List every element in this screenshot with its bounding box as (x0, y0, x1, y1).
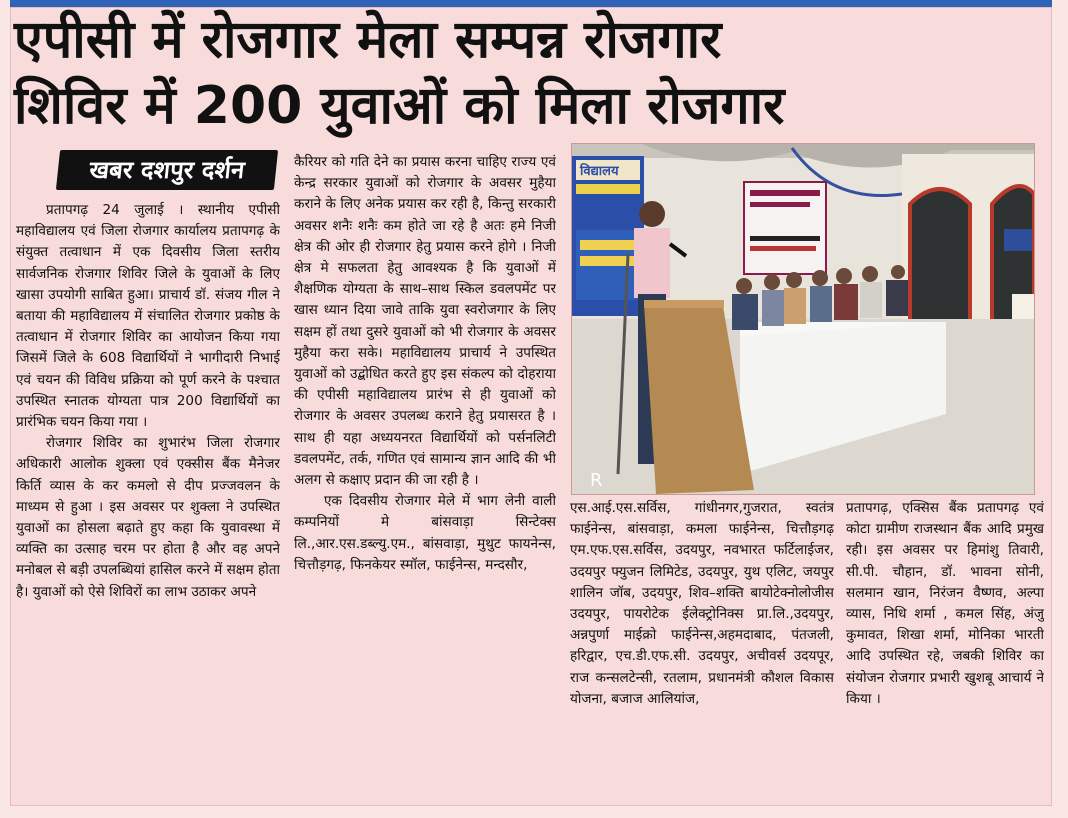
paragraph: एस.आई.एस.सर्विस, गांधीनगर,गुजरात, स्वतंत्र फाईनेन्स, बांसवाड़ा, कमला फाईनेन्स, चित्तौड़गढ़ एम.एफ.एस.सर्विस, उदयपुर, नवभारत फर्टिलाईजर, उदयपुर फ्युजन लिमिटेड, उदयपुर, युथ एलिट, जयपुर शालिन जॉब, उदयपुर, शिव–शक्ति बायोटेक्नोलोजीस उदयपुर, पायरोटेक ईलेक्ट्रोनिक्स प्रा.लि.,उदयपुर, अन्नपुर्णा माईक्रो फाईनेन्स,अहमदाबाद, पंतजली, हरिद्वार, एच.डी.एफ.सी. उदयपुर, अचीवर्स उदयपूर, राज कन्सलटेन्सी, रतलाम, प्रधानमंत्री कौशल विकास योजना, बजाज आलियांज, (570, 500, 834, 707)
newspaper-logo: खबर दशपुर दर्शन (56, 150, 278, 190)
top-border-bar (10, 0, 1052, 7)
headline-line-1: एपीसी में रोजगार मेला सम्पन्न रोजगार (14, 10, 722, 70)
article-column-2 (294, 152, 556, 796)
photo-watermark: R (590, 470, 603, 491)
article-column-1 (16, 200, 280, 796)
article-column-3 (570, 498, 834, 796)
headline-line-2: शिविर में 200 युवाओं को मिला रोजगार (14, 76, 785, 136)
banner-text: विद्यालय (580, 164, 619, 179)
event-photo (571, 143, 1035, 495)
paragraph: एक दिवसीय रोजगार मेले में भाग लेनी वाली कम्पनियों मे बांसवाड़ा सिन्टेक्स लि.,आर.एस.डब्ल्यु.एम., बांसवाड़ा, मुथुट फायनेन्स, चित्तौड़गढ़, फिनकेयर स्मॉल, फाईनेन्स, मन्दसौर, (294, 493, 556, 573)
paragraph: रोजगार शिविर का शुभारंभ जिला रोजगार अधिकारी आलोक शुक्ला एवं एक्सीस बैंक मैनेजर किर्ति व्यास के कर कमलो से दीप प्रज्जवलन के माध्यम से हुआ । इस अवसर पर शुक्ला ने उपस्थित युवाओं का होसला बढ़ाते हुए कहा कि युवावस्था में व्यक्ति का उत्साह चरम पर होता है और वह अपने मनोबल से बड़ी उपलब्धियां हासिल करने में सक्षम होता है। युवाओं को ऐसे शिविरों का लाभ उठाकर अपने (16, 435, 280, 600)
paragraph: प्रतापगढ़, एक्सिस बैंक प्रतापगढ़ एवं कोटा ग्रामीण राजस्थान बैंक आदि प्रमुख रही। इस अवसर पर हिमांशु तिवारी, सी.पी. चौहान, डॉ. भावना सोनी, सलमान खान, निरंजन वैष्णव, अल्पा व्यास, निधि शर्मा , कमल सिंह, अंजु कुमावत, शिखा शर्मा, मोनिका भारती आदि उपस्थित रहे, जबकी शिविर का संयोजन रोजगार प्रभारी खुशबू आचार्य ने किया । (846, 500, 1044, 707)
paragraph: प्रतापगढ़ 24 जुलाई । स्थानीय एपीसी महाविद्यालय एवं जिला रोजगार कार्यालय प्रतापगढ़ के संयुक्त तत्वाधान में एक दिवसीय जिला स्तरीय सार्वजनिक रोजगार शिविर जिले के युवाओं के लिए खासा उपयोगी साबित हुआ। प्राचार्य डॉ. संजय गील ने बताया की महाविद्यालय में संचालित रोजगार प्रकोष्ठ के तत्वाधान में रोजगार शिविर का आयोजन किया गया जिसमें जिले के 608 विद्यार्थियों ने भागीदारी निभाई एवं चयन की विविध प्रक्रिया को पूर्ण करने के पश्चात उपस्थित स्नातक योग्यता पात्र 200 विद्यार्थियों का प्रारंभिक चयन किया गया । (16, 202, 280, 431)
paragraph: कैरियर को गति देने का प्रयास करना चाहिए राज्य एवं केन्द्र सरकार युवाओं को रोजगार के अवसर मुहैया कराने के लिए अनेक प्रयास कर रही है, किन्तु सरकारी अवसर शनैः शनैः कम होते जा रहे है अतः हमे निजी क्षेत्र की ओर ही रोजगार हेतु प्रयास करने होगे । निजी क्षेत्र मे सफलता हेतु आवश्यक है कि युवाओं में शैक्षणिक योग्यता के साथ–साथ स्किल डवलपमेंट पर खास ध्यान दिया जावे ताकि युवा स्वरोजगार के लिए सक्षम हों तथा दुसरे युवाओं को भी रोजगार के अवसर मुहैया करा सके। महाविद्यालय प्राचार्य ने उपस्थित युवाओं को उद्बोधित करते हुए इस संकल्प को दोहराया की एपीसी महाविद्यालय प्रारंभ से ही युवाओं को रोजगार के अवसर उपलब्ध कराने हेतु प्रयासरत है । साथ ही यहा अध्ययनरत विद्यार्थियों को पर्सनलिटी डवलपमेंट, तर्क, गणित एवं सामान्य ज्ञान आदि की भी अलग से कक्षाए प्रदान की जा रही है । (294, 154, 556, 489)
article-column-4 (846, 498, 1044, 796)
